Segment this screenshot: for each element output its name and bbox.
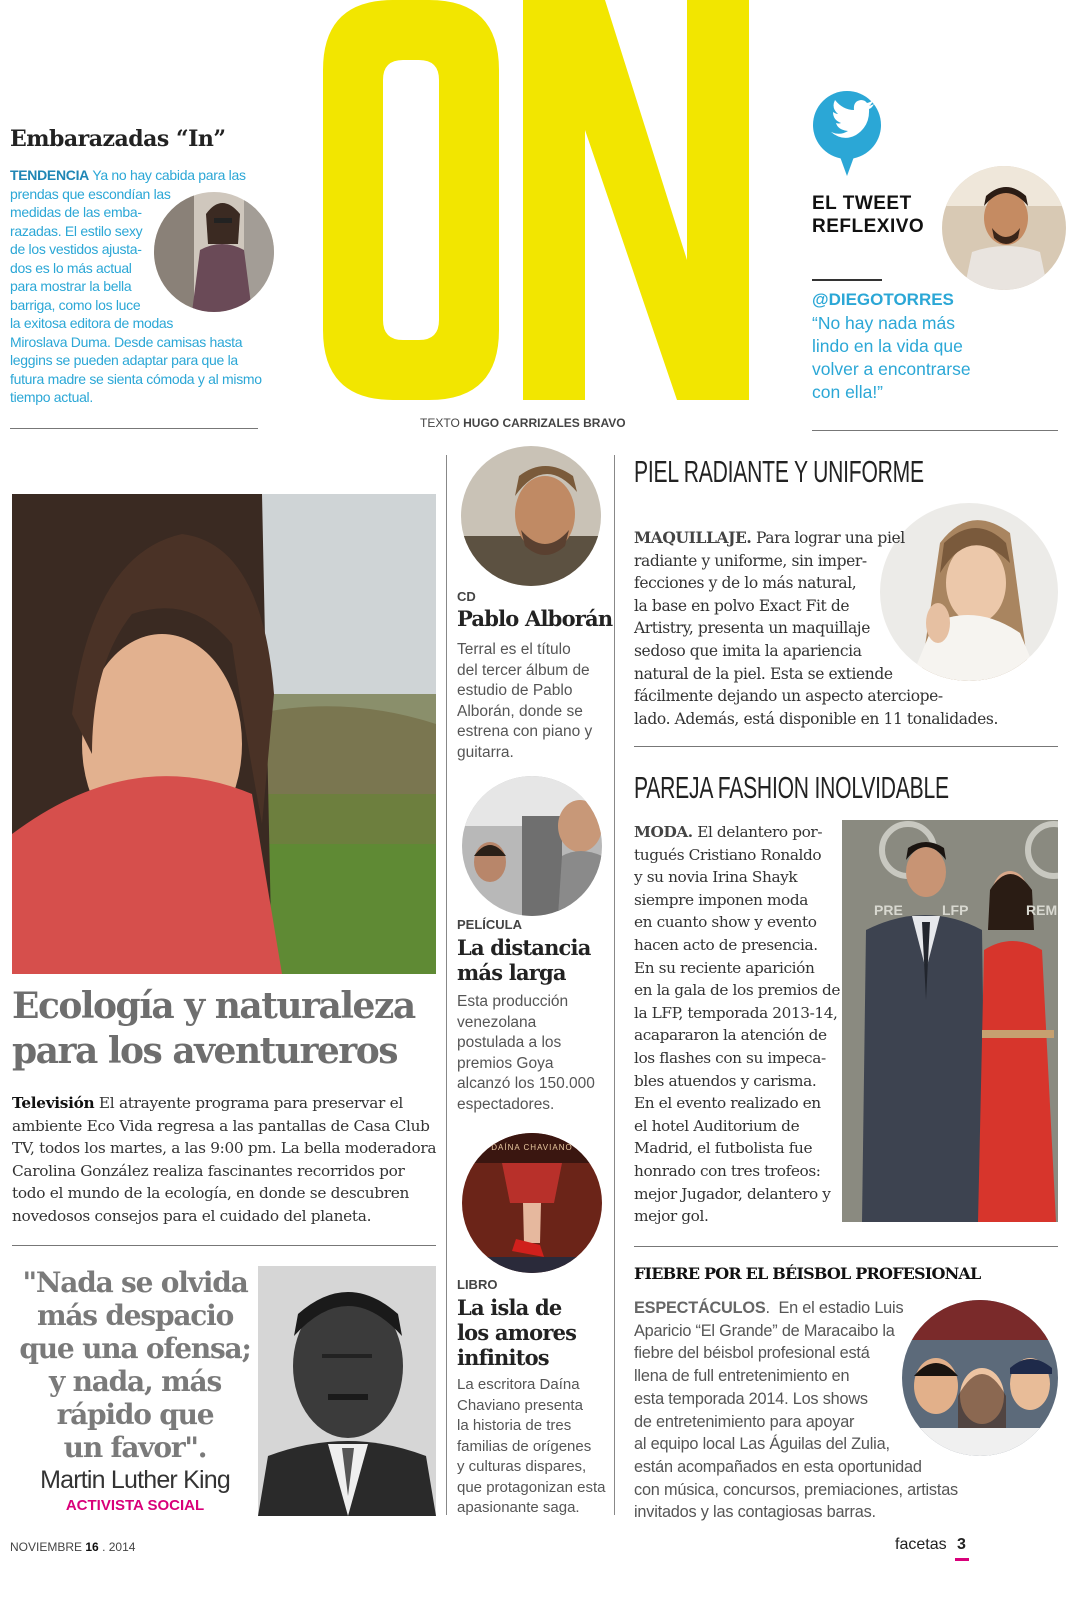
embarazadas-kicker: TENDENCIA <box>10 167 89 183</box>
libro-title: La isla de los amores infinitos <box>457 1295 577 1370</box>
pelicula-text: Esta producción venezolana postulada a los premios Goya alcanzó los 150.000 espectadores. <box>457 993 595 1113</box>
footer-magazine: facetas <box>895 1536 947 1553</box>
libro-label: LIBRO <box>457 1277 498 1292</box>
tweet-text: “No hay nada más lindo en la vida que volver a encontrarse con ella!” <box>812 313 971 402</box>
ecologia-photo <box>12 494 436 974</box>
embarazadas-text: TENDENCIA Ya no hay cabida para las prendas que escondían las medidas de las emba- razadas. El estilo sexy de los vestidos ajusta- dos es lo más actual para mostrar la bella barriga, como los luce la exitosa editora de modas Miroslava Duma. Desde camisas hasta leggins se pueden adaptar para que la futura madre se sienta cómoda y al mismo tiempo actual. <box>10 167 262 405</box>
quote-text: "Nada se olvida más despacio que una ofensa; y nada, más rápido que un favor". <box>19 1266 251 1464</box>
backdrop-text-right: REM <box>1026 902 1058 918</box>
beisbol-text: ESPECTÁCULOS. En el estadio Luis Aparicio “El Grande” de Maracaibo la fiebre del béisbol profesional está llena de full entretenimiento en esta temporada 2014. Los shows de entretenimiento para apoyar al equipo local Las Águilas del Zulia, están acompañados en esta oportunidad con música, concursos, premiaciones, artistas invitados y las contagiosas barras. <box>634 1299 958 1522</box>
piel-text: MAQUILLAJE. Para lograr una piel radiante y uniforme, sin imper- fecciones y de lo más natural, la base en polvo Exact Fit de Artistry, presenta un maquillaje sedoso que imita la apariencia natural de la piel. Esta se extiende fácilmente dejando un aspecto aterciope- lado. Además, está disponible en 11 tonalidades. <box>634 528 998 728</box>
libro-text: La escritora Daína Chaviano presenta la historia de tres familias de orígenes y culturas dispares, que protagonizan esta apasionante saga. <box>457 1376 606 1516</box>
masthead-on-graphic <box>305 0 765 400</box>
credit-author: HUGO CARRIZALES BRAVO <box>463 416 626 430</box>
divider <box>634 746 1058 747</box>
divider <box>812 430 1058 431</box>
footer-page-number: 3 <box>957 1536 966 1553</box>
backdrop-text-mid: LFP <box>942 902 969 918</box>
pablo-alboran-photo <box>461 446 601 586</box>
credit-prefix: TEXTO <box>420 416 460 430</box>
piel-kicker: MAQUILLAJE. <box>634 528 752 547</box>
cd-title: Pablo Alborán <box>457 606 613 631</box>
divider <box>634 1246 1058 1247</box>
column-divider <box>614 455 615 1515</box>
mlk-photo <box>258 1266 436 1516</box>
pelicula-photo <box>462 776 602 916</box>
quote-author: Martin Luther King <box>40 1466 230 1494</box>
pareja-title: PAREJA FASHION INOLVIDABLE <box>634 770 949 805</box>
cd-text: Terral es el título del tercer álbum de estudio de Pablo Alborán, donde se estrena con piano y guitarra. <box>457 641 593 761</box>
beisbol-kicker: ESPECTÁCULOS <box>634 1299 766 1317</box>
libro-cover <box>462 1133 602 1273</box>
quote-role: ACTIVISTA SOCIAL <box>65 1497 205 1514</box>
libro-cover-text: DAÍNA CHAVIANO <box>491 1143 573 1152</box>
divider <box>10 428 258 429</box>
pelicula-label: PELÍCULA <box>457 917 522 932</box>
twitter-icon <box>812 90 882 181</box>
pareja-kicker: MODA. <box>634 823 693 841</box>
embarazadas-title: Embarazadas “In” <box>10 126 226 152</box>
diego-torres-photo <box>942 166 1066 290</box>
tweet-handle: @DIEGOTORRES <box>812 290 954 309</box>
ecologia-text: Televisión El atrayente programa para preservar el ambiente Eco Vida regresa a las pantallas de Casa Club TV, todos los martes, a las 9:00 pm. La bella moderadora Carolina González realiza fascinantes recorridos por todo el mundo de la ecología, en donde se descubren novedosos consejos para el cuidado del planeta. <box>12 1094 437 1225</box>
ecologia-kicker: Televisión <box>12 1094 95 1112</box>
piel-title: PIEL RADIANTE Y UNIFORME <box>634 454 924 489</box>
pareja-text: MODA. El delantero por- tugués Cristiano Ronaldo y su novia Irina Shayk siempre imponen moda en cuanto show y evento hacen acto de presencia. En su reciente aparición en la gala de los premios de la LFP, temporada 2013-14, acapararon la atención de los flashes con su impeca- bles atuendos y carisma. En el evento realizado en el hotel Auditorium de Madrid, el futbolista fue honrado con tres trofeos: mejor Jugador, delantero y mejor gol. <box>634 823 841 1226</box>
tweet-divider-short <box>812 279 882 281</box>
column-divider <box>446 455 447 1515</box>
beisbol-title: FIEBRE POR EL BÉISBOL PROFESIONAL <box>634 1264 981 1283</box>
footer-date: NOVIEMBRE 16 . 2014 <box>10 1540 136 1554</box>
pelicula-title: La distancia más larga <box>457 935 591 985</box>
masthead-credit <box>420 416 626 430</box>
page-number-underline <box>955 1558 969 1561</box>
ecologia-title: Ecología y naturaleza para los aventureros <box>12 985 415 1072</box>
masthead-title <box>305 0 765 430</box>
divider <box>12 1245 436 1246</box>
pareja-photo <box>842 820 1058 1222</box>
cd-label: CD <box>457 589 476 604</box>
backdrop-text-left: PRE <box>874 902 903 918</box>
tweet-header: EL TWEET REFLEXIVO <box>812 193 925 237</box>
